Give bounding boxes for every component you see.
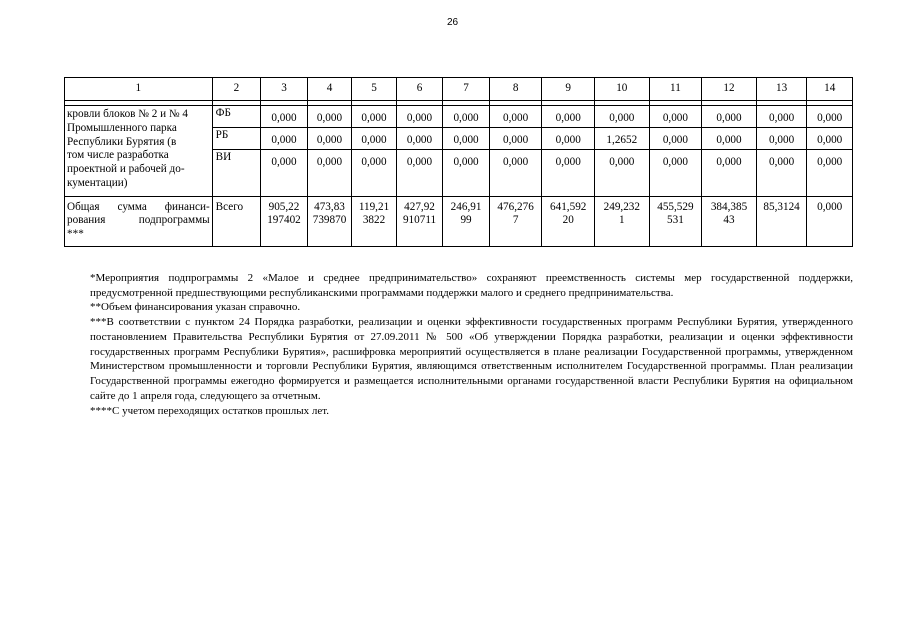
footnotes <box>90 271 853 418</box>
value-cell: 0,000 <box>595 106 650 128</box>
total-value-part: 85,3124 <box>763 200 800 213</box>
item-name-line: проектной и рабочей до- <box>67 163 185 176</box>
column-header: 3 <box>261 78 308 101</box>
value-cell: 0,000 <box>443 106 490 128</box>
total-value-part: 43 <box>723 214 735 227</box>
value-cell: 0,000 <box>807 106 853 128</box>
total-value-part: 119,21 <box>358 200 390 213</box>
value-cell: 0,000 <box>702 106 757 128</box>
value-cell: 0,000 <box>352 106 397 128</box>
total-value-cell <box>489 196 542 246</box>
column-header: 7 <box>443 78 490 101</box>
column-header: 14 <box>807 78 853 101</box>
footnote: ***В соответствии с пунктом 24 Порядка разработки, реализации и оценки эффективности государственных программ Республики Бурятия, утвержденного постановлением Правительства Республики Бурятия от 27.09.2011 № 500 «Об утверждении Порядка разработки, реализации и оценки эффективности государственных программ Республики Бурятия», расшифровка мероприятий осуществляется в плане реализации Государственной программы, утвержденном Министерством промышленности и торговли Республики Бурятия, являющимся ответственным исполнителем Государственной программы. План реализации Государственной программы ежегодно формируется и размещается исполнительными органами государственной власти Республики Бурятия на официальном сайте до 1 апреля года, следующего за отчетным. <box>90 316 853 402</box>
value-cell: 0,000 <box>489 127 542 149</box>
total-value-part: 0,000 <box>817 200 843 213</box>
total-value-part: 20 <box>562 214 574 227</box>
table-row-fb <box>65 106 853 128</box>
total-value-part: 3822 <box>362 214 386 227</box>
value-cell: 0,000 <box>649 106 702 128</box>
value-cell: 0,000 <box>807 149 853 196</box>
total-value-cell <box>261 196 308 246</box>
column-header: 12 <box>702 78 757 101</box>
total-value-part: 7 <box>512 214 519 227</box>
source-cell: ВИ <box>212 149 261 196</box>
value-cell: 0,000 <box>649 149 702 196</box>
value-cell: 0,000 <box>756 127 807 149</box>
total-name-cell <box>65 196 213 246</box>
item-name-line: кровли блоков № 2 и № 4 <box>67 108 188 120</box>
total-value-cell <box>595 196 650 246</box>
total-value-cell <box>307 196 352 246</box>
value-cell: 0,000 <box>756 149 807 196</box>
total-value-cell <box>396 196 443 246</box>
source-cell: РБ <box>212 127 261 149</box>
value-cell: 0,000 <box>352 127 397 149</box>
value-cell: 0,000 <box>261 127 308 149</box>
item-name-cell <box>65 106 213 197</box>
total-value-cell <box>649 196 702 246</box>
value-cell: 0,000 <box>702 149 757 196</box>
footnote: **Объем финансирования указан справочно. <box>90 301 301 314</box>
total-value-cell <box>443 196 490 246</box>
column-header: 10 <box>595 78 650 101</box>
value-cell: 0,000 <box>807 127 853 149</box>
total-value-cell <box>702 196 757 246</box>
total-value-part: 531 <box>667 214 684 227</box>
source-cell: ФБ <box>212 106 261 128</box>
value-cell: 0,000 <box>307 127 352 149</box>
total-value-part: 473,83 <box>314 200 345 213</box>
total-value-part: 384,385 <box>710 200 748 213</box>
value-cell: 0,000 <box>542 127 595 149</box>
total-value-part: 249,232 <box>603 200 640 213</box>
total-value-cell <box>352 196 397 246</box>
value-cell: 0,000 <box>261 106 308 128</box>
value-cell: 0,000 <box>489 149 542 196</box>
value-cell: 0,000 <box>595 149 650 196</box>
financing-table <box>64 77 853 247</box>
item-name-line: Промышленного парка <box>67 121 177 134</box>
value-cell: 0,000 <box>649 127 702 149</box>
total-value-part: 427,92 <box>404 200 435 213</box>
value-cell: 0,000 <box>307 106 352 128</box>
column-header: 6 <box>396 78 443 101</box>
column-header: 9 <box>542 78 595 101</box>
total-value-cell <box>756 196 807 246</box>
value-cell: 0,000 <box>261 149 308 196</box>
total-value-part: 1 <box>619 214 625 227</box>
value-cell: 1,2652 <box>595 127 650 149</box>
total-value-cell <box>542 196 595 246</box>
table-header-row <box>65 78 853 101</box>
table-row-total <box>65 196 853 246</box>
column-header: 13 <box>756 78 807 101</box>
value-cell: 0,000 <box>542 106 595 128</box>
value-cell: 0,000 <box>396 106 443 128</box>
total-value-part: 739870 <box>312 214 347 227</box>
value-cell: 0,000 <box>443 127 490 149</box>
page-number: 26 <box>446 17 459 28</box>
value-cell: 0,000 <box>307 149 352 196</box>
item-name-line: кументации) <box>67 176 128 189</box>
value-cell: 0,000 <box>702 127 757 149</box>
total-value-part: 455,529 <box>657 200 694 213</box>
value-cell: 0,000 <box>443 149 490 196</box>
value-cell: 0,000 <box>489 106 542 128</box>
column-header: 11 <box>649 78 702 101</box>
total-value-part: 246,91 <box>450 200 482 213</box>
total-value-part: 99 <box>460 214 472 227</box>
column-header: 2 <box>212 78 261 101</box>
total-value-cell <box>807 196 853 246</box>
total-value-part: 641,592 <box>550 200 587 213</box>
item-name-line: Республики Бурятия (в <box>67 135 177 148</box>
value-cell: 0,000 <box>756 106 807 128</box>
footnote: *Мероприятия подпрограммы 2 «Малое и среднее предпринимательство» сохраняют преемственность системы мер государственной поддержки, предусмотренной предшествующими республиканскими программами поддержки малого и среднего предпринимательства. <box>90 272 853 299</box>
column-header: 5 <box>352 78 397 101</box>
total-name-line: рования подпрограммы <box>67 214 210 227</box>
total-value-part: 197402 <box>267 214 301 227</box>
column-header: 4 <box>307 78 352 101</box>
column-header: 8 <box>489 78 542 101</box>
total-value-part: 910711 <box>402 214 437 227</box>
source-cell: Всего <box>212 196 261 246</box>
total-name-line: Общая сумма финанси- <box>67 200 210 213</box>
column-header: 1 <box>65 78 213 101</box>
item-name-line: том числе разработка <box>67 149 169 162</box>
value-cell: 0,000 <box>352 149 397 196</box>
value-cell: 0,000 <box>542 149 595 196</box>
footnote: ****С учетом переходящих остатков прошлых лет. <box>90 404 330 417</box>
value-cell: 0,000 <box>396 127 443 149</box>
total-value-part: 476,276 <box>497 200 534 213</box>
total-name-line: *** <box>67 228 84 241</box>
total-value-part: 905,22 <box>268 200 300 213</box>
value-cell: 0,000 <box>396 149 443 196</box>
